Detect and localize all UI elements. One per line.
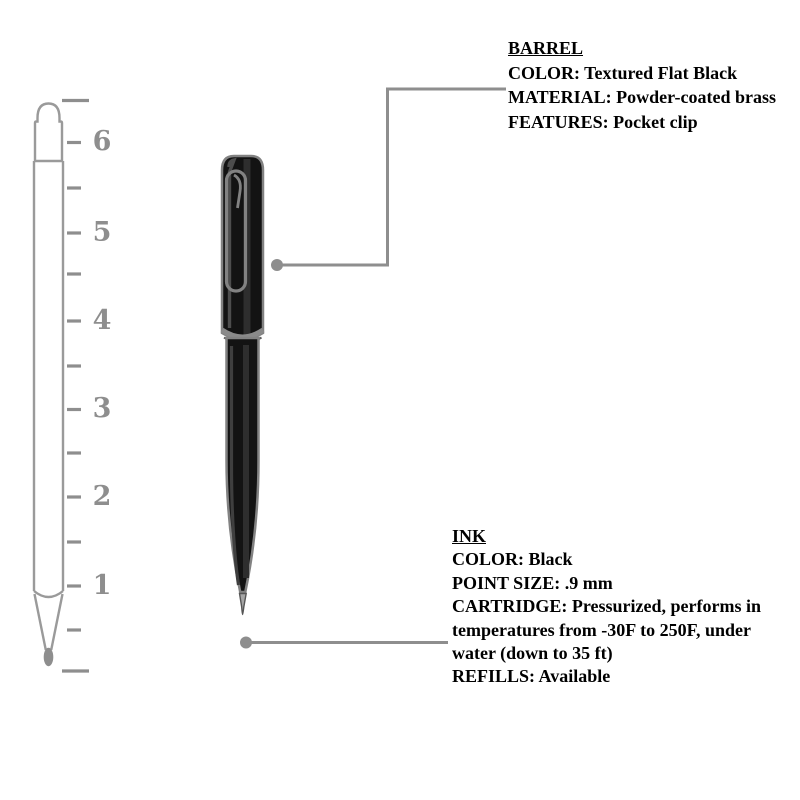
- barrel-leader-line: [271, 89, 506, 271]
- ink-spec-point-size: POINT SIZE: .9 mm: [452, 572, 613, 593]
- ink-leader-line: [240, 637, 448, 649]
- ruler-number-3: 3: [92, 393, 112, 424]
- barrel-leader-dot-icon: [271, 259, 283, 271]
- pen-outline-illustration-icon: [34, 104, 63, 667]
- pen-illustration-icon: [222, 156, 263, 615]
- ink-spec-cartridge-line2: temperatures from -30F to 250F, under: [452, 619, 751, 640]
- ruler-number-1: 1: [92, 570, 112, 601]
- ink-leader-dot-icon: [240, 637, 252, 649]
- ruler-number-4: 4: [92, 305, 112, 336]
- ruler-number-2: 2: [92, 481, 112, 512]
- ruler-ticks: [62, 101, 89, 672]
- ink-spec-cartridge-line1: CARTRIDGE: Pressurized, performs in: [452, 596, 762, 617]
- ruler-number-6: 6: [92, 126, 112, 157]
- ink-spec-cartridge-line3: water (down to 35 ft): [452, 643, 613, 664]
- pen-tip: [240, 594, 247, 615]
- pen-outline-tip: [44, 648, 54, 666]
- ink-spec-refills: REFILLS: Available: [452, 666, 611, 687]
- barrel-callout: [508, 36, 776, 134]
- ink-callout-title: INK: [452, 526, 487, 546]
- barrel-callout-title: BARREL: [508, 38, 584, 58]
- barrel-spec-material: MATERIAL: Powder-coated brass: [508, 87, 776, 108]
- ink-spec-color: COLOR: Black: [452, 549, 573, 570]
- ruler-number-5: 5: [92, 217, 112, 248]
- ink-callout: [452, 525, 761, 689]
- barrel-spec-features: FEATURES: Pocket clip: [508, 111, 698, 132]
- barrel-spec-color: COLOR: Textured Flat Black: [508, 62, 738, 83]
